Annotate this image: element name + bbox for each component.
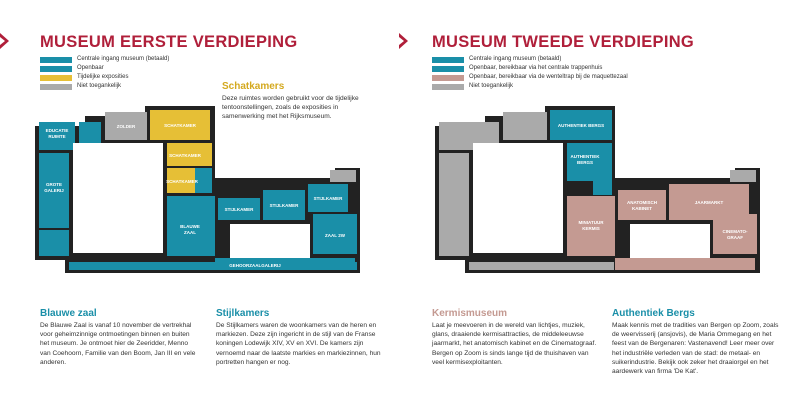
legend-item: Niet toegankelijk xyxy=(40,82,169,91)
section-title-stijlkamers: Stijlkamers xyxy=(216,308,270,319)
courtyard-left xyxy=(73,143,163,253)
legend-item: Openbaar xyxy=(40,64,169,73)
section-text-blauwe-zaal: De Blauwe Zaal is vanaf 10 november de vertrekhal voor geheimzinnige ontmoetingen binnen en buiten het museum. Je ontmoet hier de Zeeridder, Menno van Coehoorn, Familie van den Boom, Jan III en vele anderen. xyxy=(40,322,196,366)
room-label: SCHATKAMER xyxy=(166,179,198,184)
callout-title: Schatkamers xyxy=(222,81,285,92)
room-label: EDUCATIE xyxy=(45,128,69,133)
courtyard-right xyxy=(630,224,710,259)
room-label: BERGS xyxy=(576,160,594,165)
room-label: CINEMATO- xyxy=(722,229,748,234)
room-label: GRAAF xyxy=(727,235,743,240)
section-text-authentiek-bergs: Maak kennis met de tradities van Bergen op Zoom, zoals de weervisserij (ansjovis), de Maria Ommegang en het feest van de Bergenaren: Vastenavend! Leer meer over het industriële verleden van de stad: de metaal- en suikerindustrie. Bekijk ook zeker het draaiorgel en het aardewerk van firma 'De Kat'. xyxy=(612,322,779,376)
room-label: SCHATKAMER xyxy=(164,123,196,128)
callout-text: Deze ruimtes worden gebruikt voor de tijdelijke tentoonstellingen, zoals de exposities in samenwerking met het Rijksmuseum. xyxy=(222,95,359,121)
left-legend xyxy=(40,55,169,91)
room-label: KABINET xyxy=(632,206,652,211)
room-gray-small xyxy=(730,170,756,182)
room-gray-left xyxy=(439,153,469,256)
room-trap xyxy=(593,180,612,195)
room-label: AUTHENTIEK BERGS xyxy=(557,123,605,128)
room-label: STIJLKAMER xyxy=(224,207,254,212)
legend-item: Openbaar, bereikbaar via het centrale trappenhuis xyxy=(432,64,628,73)
section-text-kermismuseum: Laat je meevoeren in de wereld van lichtjes, muziek, glans, draaiende kermisattracties, de middeleeuwse jaarmarkt, het anatomisch kabinet en de Cinematograaf. Bergen op Zoom is sinds lange tijd de thuishaven van veel kermisexploitanten. xyxy=(432,322,597,366)
room-label: AUTHENTIEK xyxy=(570,154,600,159)
right-legend xyxy=(432,55,628,91)
courtyard-left xyxy=(473,143,563,253)
second-floor-map xyxy=(425,98,765,293)
right-corner-marker xyxy=(399,32,411,50)
left-corner-marker xyxy=(0,32,14,50)
legend-item: Centrale ingang museum (betaald) xyxy=(40,55,169,64)
legend-item: Openbaar, bereikbaar via de wenteltrap bij de maquettezaal xyxy=(432,73,628,82)
room-label: MINIATUUR xyxy=(578,220,604,225)
legend-item: Tijdelijke exposities xyxy=(40,73,169,82)
room-label: ZAAL 2W xyxy=(325,233,345,238)
room-label: STIJLKAMER xyxy=(313,196,343,201)
section-title-authentiek-bergs: Authentiek Bergs xyxy=(612,308,695,319)
first-floor-map xyxy=(25,98,365,293)
section-title-blauwe-zaal: Blauwe zaal xyxy=(40,308,97,319)
room-label: SCHATKAMER xyxy=(169,153,201,158)
room-anatomisch-kabinet xyxy=(618,190,666,220)
section-text-stijlkamers: De Stijlkamers waren de woonkamers van de heren en markiezen. Deze zijn ingericht in de stijl van de Franse koningen Lodewijk XIV, XV en XVI. De kamers zijn vernoemd naar de laatste markies en markiezinnen, hun portretten hangen er nog. xyxy=(216,322,381,366)
room-gray-top-mid xyxy=(503,112,547,140)
room-left-lower xyxy=(39,230,69,256)
room-label: KERMIS xyxy=(582,226,600,231)
left-page-title: MUSEUM EERSTE VERDIEPING xyxy=(40,33,298,51)
room-label: STIJLKAMER xyxy=(269,203,299,208)
room-label: JAARMARKT xyxy=(694,200,724,205)
room-label: RUIMTE xyxy=(48,134,66,139)
legend-item: Niet toegankelijk xyxy=(432,82,628,91)
room-label: ANATOMISCH xyxy=(626,200,658,205)
room-label: ZAAL xyxy=(184,230,196,235)
room-label: GEHOORZAALGALERIJ xyxy=(229,263,281,268)
courtyard-right xyxy=(230,224,310,259)
room-bottom-rose xyxy=(615,258,755,270)
right-page-title: MUSEUM TWEEDE VERDIEPING xyxy=(432,33,695,51)
room-label: GROTE xyxy=(45,182,63,187)
room-gray-small xyxy=(330,170,356,182)
room-label: GALERIJ xyxy=(44,188,64,193)
room-label: ZOLDER xyxy=(116,124,136,129)
room-label: BLAUWE xyxy=(180,224,200,229)
room-bottom-gray xyxy=(469,262,614,270)
room-cinematograaf xyxy=(713,214,757,254)
section-title-kermismuseum: Kermismuseum xyxy=(432,308,508,319)
legend-item: Centrale ingang museum (betaald) xyxy=(432,55,628,64)
